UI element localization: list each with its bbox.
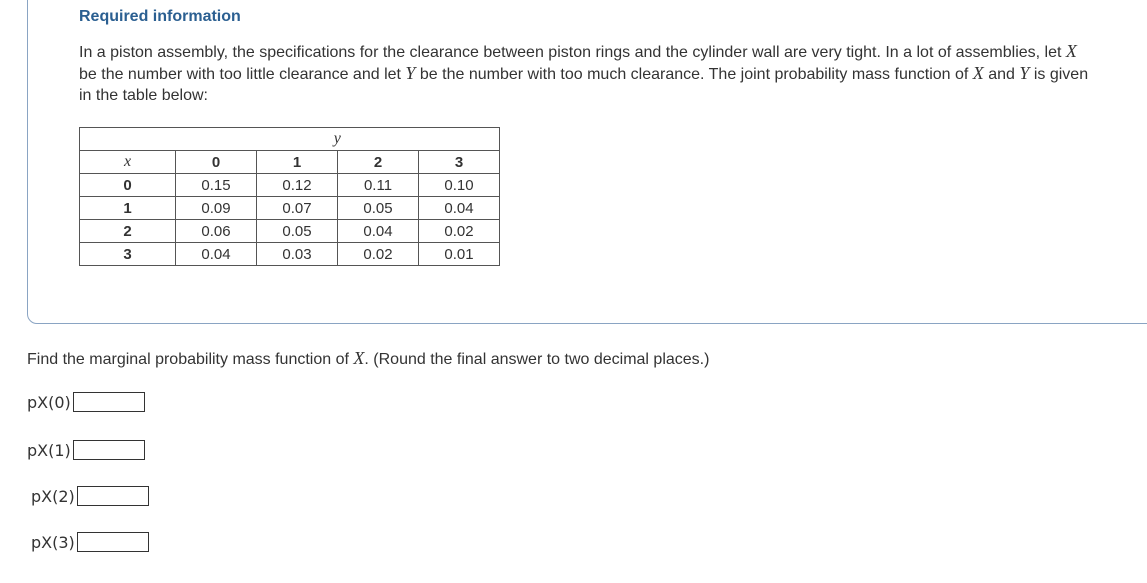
answer-row-px0: [27, 392, 145, 412]
intro-text-2: be the number with too little clearance and let: [79, 66, 406, 83]
probability-cell: 0.05: [257, 220, 338, 243]
intro-var-x-2: X: [972, 63, 984, 83]
probability-cell: 0.12: [257, 174, 338, 197]
y-value-header: 2: [338, 151, 419, 174]
probability-cell: 0.09: [176, 197, 257, 220]
x-value-cell: 3: [80, 243, 176, 266]
intro-var-y-2: Y: [1019, 63, 1030, 83]
x-value-cell: 2: [80, 220, 176, 243]
answer-label: pX(0): [27, 392, 71, 412]
answer-row-px3: [31, 532, 149, 552]
required-information-heading: Required information: [79, 8, 241, 25]
intro-text-1: In a piston assembly, the specifications for the clearance between piston rings and the cylinder wall are very tight. In a lot of assemblies, let: [79, 44, 1066, 61]
probability-cell: 0.04: [419, 197, 500, 220]
problem-statement: [79, 41, 1099, 106]
intro-text-3: be the number with too much clearance. The joint probability mass function of: [415, 66, 973, 83]
answer-row-px2: [31, 486, 149, 506]
probability-cell: 0.02: [338, 243, 419, 266]
x-value-cell: 0: [80, 174, 176, 197]
answer-label: pX(3): [31, 532, 75, 552]
answer-row-px1: [27, 440, 145, 460]
answer-input-px0[interactable]: [73, 392, 145, 412]
table-row: [80, 174, 500, 197]
table-header-row-y: [80, 128, 500, 151]
probability-cell: 0.07: [257, 197, 338, 220]
probability-cell: 0.03: [257, 243, 338, 266]
x-value-cell: 1: [80, 197, 176, 220]
question-text-1: Find the marginal probability mass function of: [27, 351, 354, 368]
answer-label: pX(2): [31, 486, 75, 506]
table-row: [80, 220, 500, 243]
probability-cell: 0.11: [338, 174, 419, 197]
table-corner-cell: [80, 128, 176, 151]
joint-pmf-table: [79, 127, 500, 266]
answer-input-px3[interactable]: [77, 532, 149, 552]
y-value-header: 1: [257, 151, 338, 174]
probability-cell: 0.06: [176, 220, 257, 243]
intro-var-y: Y: [405, 63, 416, 83]
answer-label: pX(1): [27, 440, 71, 460]
y-value-header: 3: [419, 151, 500, 174]
probability-cell: 0.04: [338, 220, 419, 243]
table-row: [80, 243, 500, 266]
question-text-2: . (Round the final answer to two decimal places.): [364, 351, 710, 368]
answer-input-px2[interactable]: [77, 486, 149, 506]
intro-text-4: and: [983, 66, 1020, 83]
probability-cell: 0.05: [338, 197, 419, 220]
answer-input-px1[interactable]: [73, 440, 145, 460]
probability-cell: 0.04: [176, 243, 257, 266]
probability-cell: 0.15: [176, 174, 257, 197]
y-axis-label: y: [176, 128, 500, 151]
probability-cell: 0.02: [419, 220, 500, 243]
probability-cell: 0.01: [419, 243, 500, 266]
question-prompt: [27, 348, 709, 369]
intro-text-5: is given in the table below:: [79, 66, 1089, 104]
x-axis-label: x: [80, 151, 176, 174]
table-row: [80, 197, 500, 220]
probability-cell: 0.10: [419, 174, 500, 197]
table-header-row-values: [80, 151, 500, 174]
question-var-x: X: [353, 348, 365, 368]
y-value-header: 0: [176, 151, 257, 174]
intro-var-x: X: [1065, 41, 1077, 61]
